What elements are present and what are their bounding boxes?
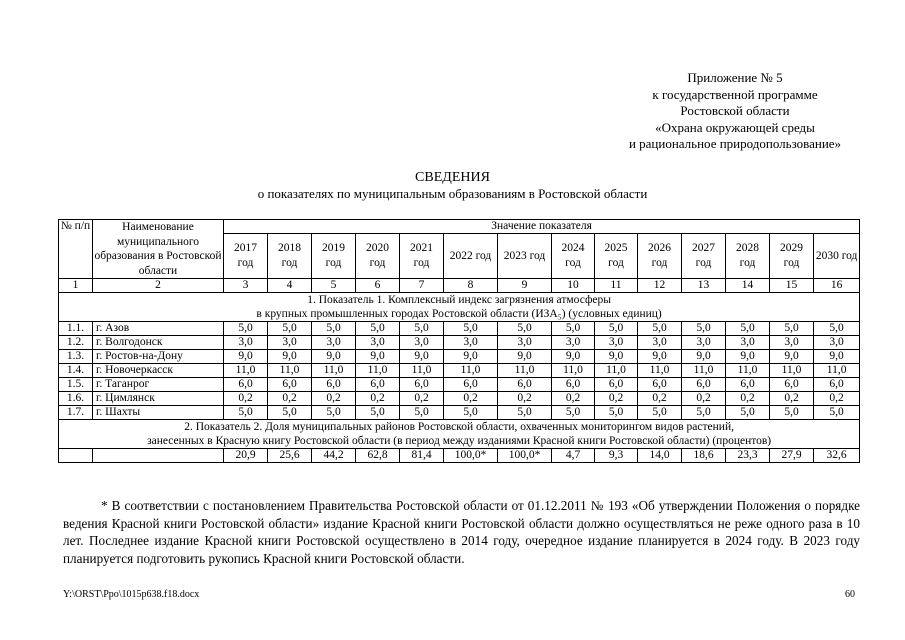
column-number-5: 6	[356, 279, 400, 293]
value-cell: 6,0	[400, 378, 444, 392]
header-year-11: 2028 год	[726, 234, 770, 279]
row-number: 1.2.	[59, 336, 93, 350]
value-cell: 32,6	[814, 449, 860, 463]
value-cell: 11,0	[726, 364, 770, 378]
value-cell: 6,0	[595, 378, 638, 392]
value-cell: 44,2	[312, 449, 356, 463]
value-cell: 0,2	[312, 392, 356, 406]
header-year-12: 2029 год	[770, 234, 814, 279]
value-cell: 9,0	[312, 350, 356, 364]
header-value: Значение показателя	[224, 220, 860, 234]
value-cell: 18,6	[682, 449, 726, 463]
value-cell: 5,0	[312, 406, 356, 420]
value-cell: 11,0	[595, 364, 638, 378]
table-row	[59, 406, 860, 420]
value-cell: 9,0	[552, 350, 595, 364]
value-cell: 3,0	[552, 336, 595, 350]
page-number: 60	[845, 589, 855, 600]
appendix-line-5: и рациональное природопользование»	[628, 136, 842, 151]
value-cell: 11,0	[682, 364, 726, 378]
header-year-6: 2023 год	[498, 234, 552, 279]
value-cell: 5,0	[268, 406, 312, 420]
municipality-name: г. Шахты	[93, 406, 224, 420]
row-number: 1.4.	[59, 364, 93, 378]
value-cell: 0,2	[400, 392, 444, 406]
value-cell: 6,0	[356, 378, 400, 392]
value-cell: 5,0	[356, 322, 400, 336]
value-cell: 6,0	[638, 378, 682, 392]
value-cell: 3,0	[444, 336, 498, 350]
column-number-6: 7	[400, 279, 444, 293]
table-row	[59, 364, 860, 378]
value-cell: 5,0	[595, 322, 638, 336]
value-cell: 3,0	[595, 336, 638, 350]
value-cell: 9,0	[498, 350, 552, 364]
value-cell: 5,0	[444, 406, 498, 420]
header-year-2: 2019 год	[312, 234, 356, 279]
value-cell: 62,8	[356, 449, 400, 463]
header-municipality: Наименование муниципального образования в Ростовской области	[94, 221, 222, 277]
value-cell: 9,0	[268, 350, 312, 364]
value-cell: 11,0	[356, 364, 400, 378]
column-number-8: 9	[498, 279, 552, 293]
header-year-1: 2018 год	[268, 234, 312, 279]
value-cell: 11,0	[814, 364, 860, 378]
appendix-line-3: Ростовской области	[680, 103, 790, 118]
section-2-line-2: занесенных в Красную книгу Ростовской области (в период между изданиями Красной книги Ростовской области) (процентов)	[147, 435, 772, 447]
indicators-table	[58, 219, 860, 463]
municipality-name: г. Волгодонск	[93, 336, 224, 350]
row-number: 1.6.	[59, 392, 93, 406]
row-number: 1.5.	[59, 378, 93, 392]
value-cell: 9,0	[682, 350, 726, 364]
value-cell: 3,0	[268, 336, 312, 350]
value-cell: 3,0	[814, 336, 860, 350]
column-number-2: 3	[224, 279, 268, 293]
value-cell: 5,0	[814, 406, 860, 420]
header-year-0: 2017 год	[224, 234, 268, 279]
section-2-header	[59, 420, 860, 449]
value-cell: 9,0	[224, 350, 268, 364]
value-cell: 5,0	[498, 322, 552, 336]
value-cell: 3,0	[498, 336, 552, 350]
municipality-name: г. Азов	[93, 322, 224, 336]
value-cell: 0,2	[268, 392, 312, 406]
table-row	[59, 350, 860, 364]
file-path: Y:\ORST\Ppo\1015p638.f18.docx	[63, 589, 200, 600]
value-cell: 0,2	[770, 392, 814, 406]
municipality-name: г. Новочеркасск	[93, 364, 224, 378]
value-cell: 5,0	[552, 322, 595, 336]
row-number: 1.3.	[59, 350, 93, 364]
value-cell: 9,0	[638, 350, 682, 364]
header-year-10: 2027 год	[682, 234, 726, 279]
appendix-line-1: Приложение № 5	[687, 70, 783, 85]
value-cell: 5,0	[682, 406, 726, 420]
header-year-13: 2030 год	[814, 234, 860, 279]
header-year-9: 2026 год	[638, 234, 682, 279]
value-cell: 5,0	[726, 322, 770, 336]
municipality-name: г. Таганрог	[93, 378, 224, 392]
value-cell: 6,0	[814, 378, 860, 392]
column-number-7: 8	[444, 279, 498, 293]
section-1-header	[59, 293, 860, 322]
value-cell: 5,0	[595, 406, 638, 420]
column-number-1: 2	[93, 279, 224, 293]
value-cell: 11,0	[638, 364, 682, 378]
value-cell: 20,9	[224, 449, 268, 463]
value-cell: 0,2	[224, 392, 268, 406]
header-year-8: 2025 год	[595, 234, 638, 279]
section-2-line-1: 2. Показатель 2. Доля муниципальных районов Ростовской области, охваченных мониторингом видов растений,	[184, 421, 734, 433]
value-cell: 5,0	[682, 322, 726, 336]
value-cell: 6,0	[444, 378, 498, 392]
municipality-name: г. Ростов-на-Дону	[93, 350, 224, 364]
municipality-name: г. Цимлянск	[93, 392, 224, 406]
value-cell: 5,0	[312, 322, 356, 336]
header-number: № п/п	[59, 220, 93, 279]
row-number: 1.1.	[59, 322, 93, 336]
value-cell: 6,0	[224, 378, 268, 392]
value-cell: 11,0	[498, 364, 552, 378]
header-year-5: 2022 год	[444, 234, 498, 279]
column-number-13: 14	[726, 279, 770, 293]
table-row	[59, 322, 860, 336]
appendix-header	[600, 70, 870, 153]
value-cell: 14,0	[638, 449, 682, 463]
value-cell: 3,0	[224, 336, 268, 350]
empty-cell	[59, 449, 93, 463]
column-number-9: 10	[552, 279, 595, 293]
value-cell: 11,0	[268, 364, 312, 378]
column-number-14: 15	[770, 279, 814, 293]
value-cell: 0,2	[726, 392, 770, 406]
column-number-10: 11	[595, 279, 638, 293]
value-cell: 5,0	[268, 322, 312, 336]
value-cell: 81,4	[400, 449, 444, 463]
appendix-line-2: к государственной программе	[652, 86, 818, 102]
value-cell: 3,0	[770, 336, 814, 350]
value-cell: 6,0	[770, 378, 814, 392]
value-cell: 11,0	[444, 364, 498, 378]
value-cell: 3,0	[312, 336, 356, 350]
value-cell: 9,0	[356, 350, 400, 364]
value-cell: 5,0	[224, 322, 268, 336]
value-cell: 0,2	[595, 392, 638, 406]
value-cell: 3,0	[400, 336, 444, 350]
value-cell: 9,0	[400, 350, 444, 364]
column-number-12: 13	[682, 279, 726, 293]
value-cell: 6,0	[552, 378, 595, 392]
footnote-text: * В соответствии с постановлением Правительства Ростовской области от 01.12.2011 № 193 «Об утверждении Положения о порядке ведения Красной книги Ростовской области» издание Красной книги Ростовской области должно осуществляться не реже одного раза в 10 лет. Последнее издание Красной книги Ростовской осуществлено в 2014 году, очередное издание планируется в 2024 году. В 2023 году планируется подготовить рукопись Красной книги Ростовской области.	[63, 498, 860, 566]
value-cell: 0,2	[682, 392, 726, 406]
value-cell: 3,0	[726, 336, 770, 350]
value-cell: 0,2	[498, 392, 552, 406]
value-cell: 23,3	[726, 449, 770, 463]
value-cell: 5,0	[814, 322, 860, 336]
value-cell: 100,0*	[444, 449, 498, 463]
document-subtitle: о показателях по муниципальным образованиям в Ростовской области	[257, 186, 648, 201]
value-cell: 5,0	[770, 406, 814, 420]
value-cell: 5,0	[552, 406, 595, 420]
document-title: СВЕДЕНИЯ	[415, 170, 490, 185]
column-number-0: 1	[59, 279, 93, 293]
header-year-3: 2020 год	[356, 234, 400, 279]
value-cell: 9,0	[814, 350, 860, 364]
value-cell: 9,0	[770, 350, 814, 364]
value-cell: 11,0	[312, 364, 356, 378]
row-number: 1.7.	[59, 406, 93, 420]
header-year-4: 2021 год	[400, 234, 444, 279]
value-cell: 9,0	[595, 350, 638, 364]
value-cell: 100,0*	[498, 449, 552, 463]
value-cell: 6,0	[726, 378, 770, 392]
value-cell: 6,0	[268, 378, 312, 392]
value-cell: 9,0	[444, 350, 498, 364]
value-cell: 11,0	[400, 364, 444, 378]
value-cell: 5,0	[444, 322, 498, 336]
value-cell: 11,0	[224, 364, 268, 378]
value-cell: 5,0	[400, 322, 444, 336]
section-1-line-1: 1. Показатель 1. Комплексный индекс загрязнения атмосферы	[307, 294, 611, 306]
value-cell: 0,2	[638, 392, 682, 406]
value-cell: 6,0	[498, 378, 552, 392]
column-number-4: 5	[312, 279, 356, 293]
value-cell: 0,2	[356, 392, 400, 406]
value-cell: 6,0	[682, 378, 726, 392]
empty-cell	[93, 449, 224, 463]
table-row	[59, 392, 860, 406]
value-cell: 25,6	[268, 449, 312, 463]
table-row	[59, 336, 860, 350]
value-cell: 3,0	[682, 336, 726, 350]
value-cell: 5,0	[726, 406, 770, 420]
value-cell: 0,2	[444, 392, 498, 406]
value-cell: 3,0	[638, 336, 682, 350]
value-cell: 0,2	[814, 392, 860, 406]
value-cell: 5,0	[400, 406, 444, 420]
column-number-11: 12	[638, 279, 682, 293]
value-cell: 5,0	[638, 322, 682, 336]
value-cell: 3,0	[356, 336, 400, 350]
value-cell: 5,0	[224, 406, 268, 420]
value-cell: 0,2	[552, 392, 595, 406]
value-cell: 5,0	[770, 322, 814, 336]
column-number-3: 4	[268, 279, 312, 293]
value-cell: 5,0	[356, 406, 400, 420]
value-cell: 9,0	[726, 350, 770, 364]
value-cell: 9,3	[595, 449, 638, 463]
appendix-line-4: «Охрана окружающей среды	[655, 119, 815, 135]
value-cell: 5,0	[638, 406, 682, 420]
value-cell: 6,0	[312, 378, 356, 392]
value-cell: 27,9	[770, 449, 814, 463]
section-1-line-2: в крупных промышленных городах Ростовской области (ИЗА₅) (условных единиц)	[256, 308, 662, 320]
value-cell: 4,7	[552, 449, 595, 463]
table-row	[59, 378, 860, 392]
table-row	[59, 449, 860, 463]
column-number-15: 16	[814, 279, 860, 293]
value-cell: 11,0	[552, 364, 595, 378]
value-cell: 5,0	[498, 406, 552, 420]
header-year-7: 2024 год	[552, 234, 595, 279]
value-cell: 11,0	[770, 364, 814, 378]
